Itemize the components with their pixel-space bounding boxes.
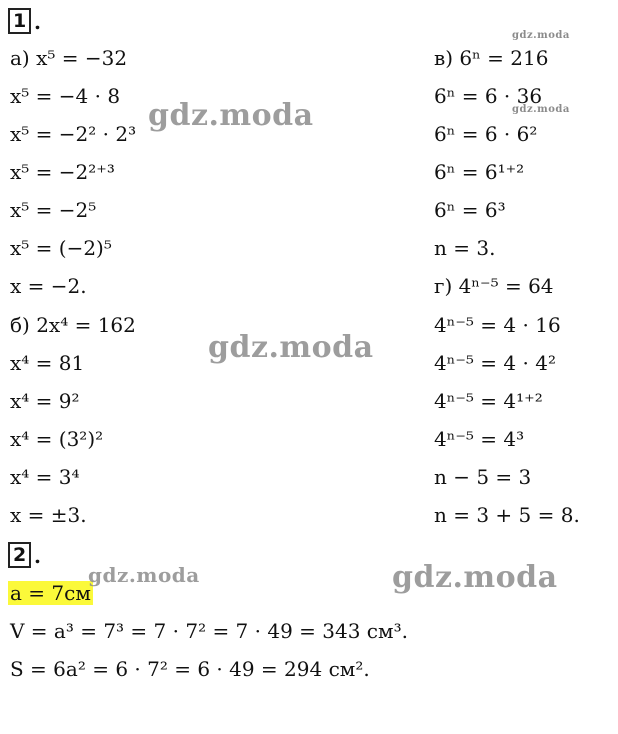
task-2-volume: V = a³ = 7³ = 7 · 7² = 7 · 49 = 343 см³.	[10, 619, 408, 643]
task-1-left-line: x⁵ = −2⁵	[10, 198, 97, 222]
watermark-logo: gdz.moda	[88, 563, 200, 587]
task-1-left-line: б) 2x⁴ = 162	[10, 313, 136, 337]
task-1-left-line: x⁴ = 9²	[10, 389, 80, 413]
highlighted-given: a = 7см	[10, 581, 91, 605]
task-1-right-line: 6ⁿ = 6³	[434, 198, 506, 222]
task-1-number: 1	[8, 8, 31, 34]
watermark-logo: gdz.moda	[512, 30, 570, 41]
task-1-left-line: x⁴ = 81	[10, 351, 85, 375]
task-1-left-line: x⁵ = −2²⁺³	[10, 160, 115, 184]
task-1-right-line: 4ⁿ⁻⁵ = 4 · 16	[434, 313, 561, 337]
task-1-right-line: n = 3.	[434, 236, 496, 260]
task-1-right-line: 6ⁿ = 6 · 6²	[434, 122, 538, 146]
task-1-left-line: x⁵ = (−2)⁵	[10, 236, 112, 260]
task-1-right-line: г) 4ⁿ⁻⁵ = 64	[434, 274, 554, 298]
task-1-right-line: n − 5 = 3	[434, 465, 532, 489]
watermark-logo: gdz.moda	[392, 560, 558, 595]
task-1-right-line: 4ⁿ⁻⁵ = 4 · 4²	[434, 351, 556, 375]
watermark-logo: gdz.moda	[512, 104, 570, 115]
watermark-logo: gdz.moda	[208, 330, 374, 365]
task-1-right-line: 4ⁿ⁻⁵ = 4¹⁺²	[434, 389, 543, 413]
task-1-right-line: 4ⁿ⁻⁵ = 4³	[434, 427, 525, 451]
task-1-right-line: 6ⁿ = 6 · 36	[434, 84, 543, 108]
task-1-left-line: x = −2.	[10, 274, 87, 298]
task-2-number: 2	[8, 542, 31, 568]
task-1-left-line: а) x⁵ = −32	[10, 46, 128, 70]
watermark-logo: gdz.moda	[148, 98, 314, 133]
task-1-left-line: x⁵ = −4 · 8	[10, 84, 121, 108]
task-2-dot: .	[34, 544, 41, 568]
task-1-left-line: x = ±3.	[10, 503, 87, 527]
task-1-right-line: в) 6ⁿ = 216	[434, 46, 549, 70]
task-2-surface: S = 6a² = 6 · 7² = 6 · 49 = 294 см².	[10, 657, 370, 681]
task-2-given	[8, 581, 93, 605]
task-1-dot: .	[34, 10, 41, 34]
task-1-left-line: x⁵ = −2² · 2³	[10, 122, 137, 146]
task-1-left-line: x⁴ = (3²)²	[10, 427, 104, 451]
task-1-right-line: 6ⁿ = 6¹⁺²	[434, 160, 525, 184]
task-1-left-line: x⁴ = 3⁴	[10, 465, 80, 489]
task-1-right-line: n = 3 + 5 = 8.	[434, 503, 580, 527]
